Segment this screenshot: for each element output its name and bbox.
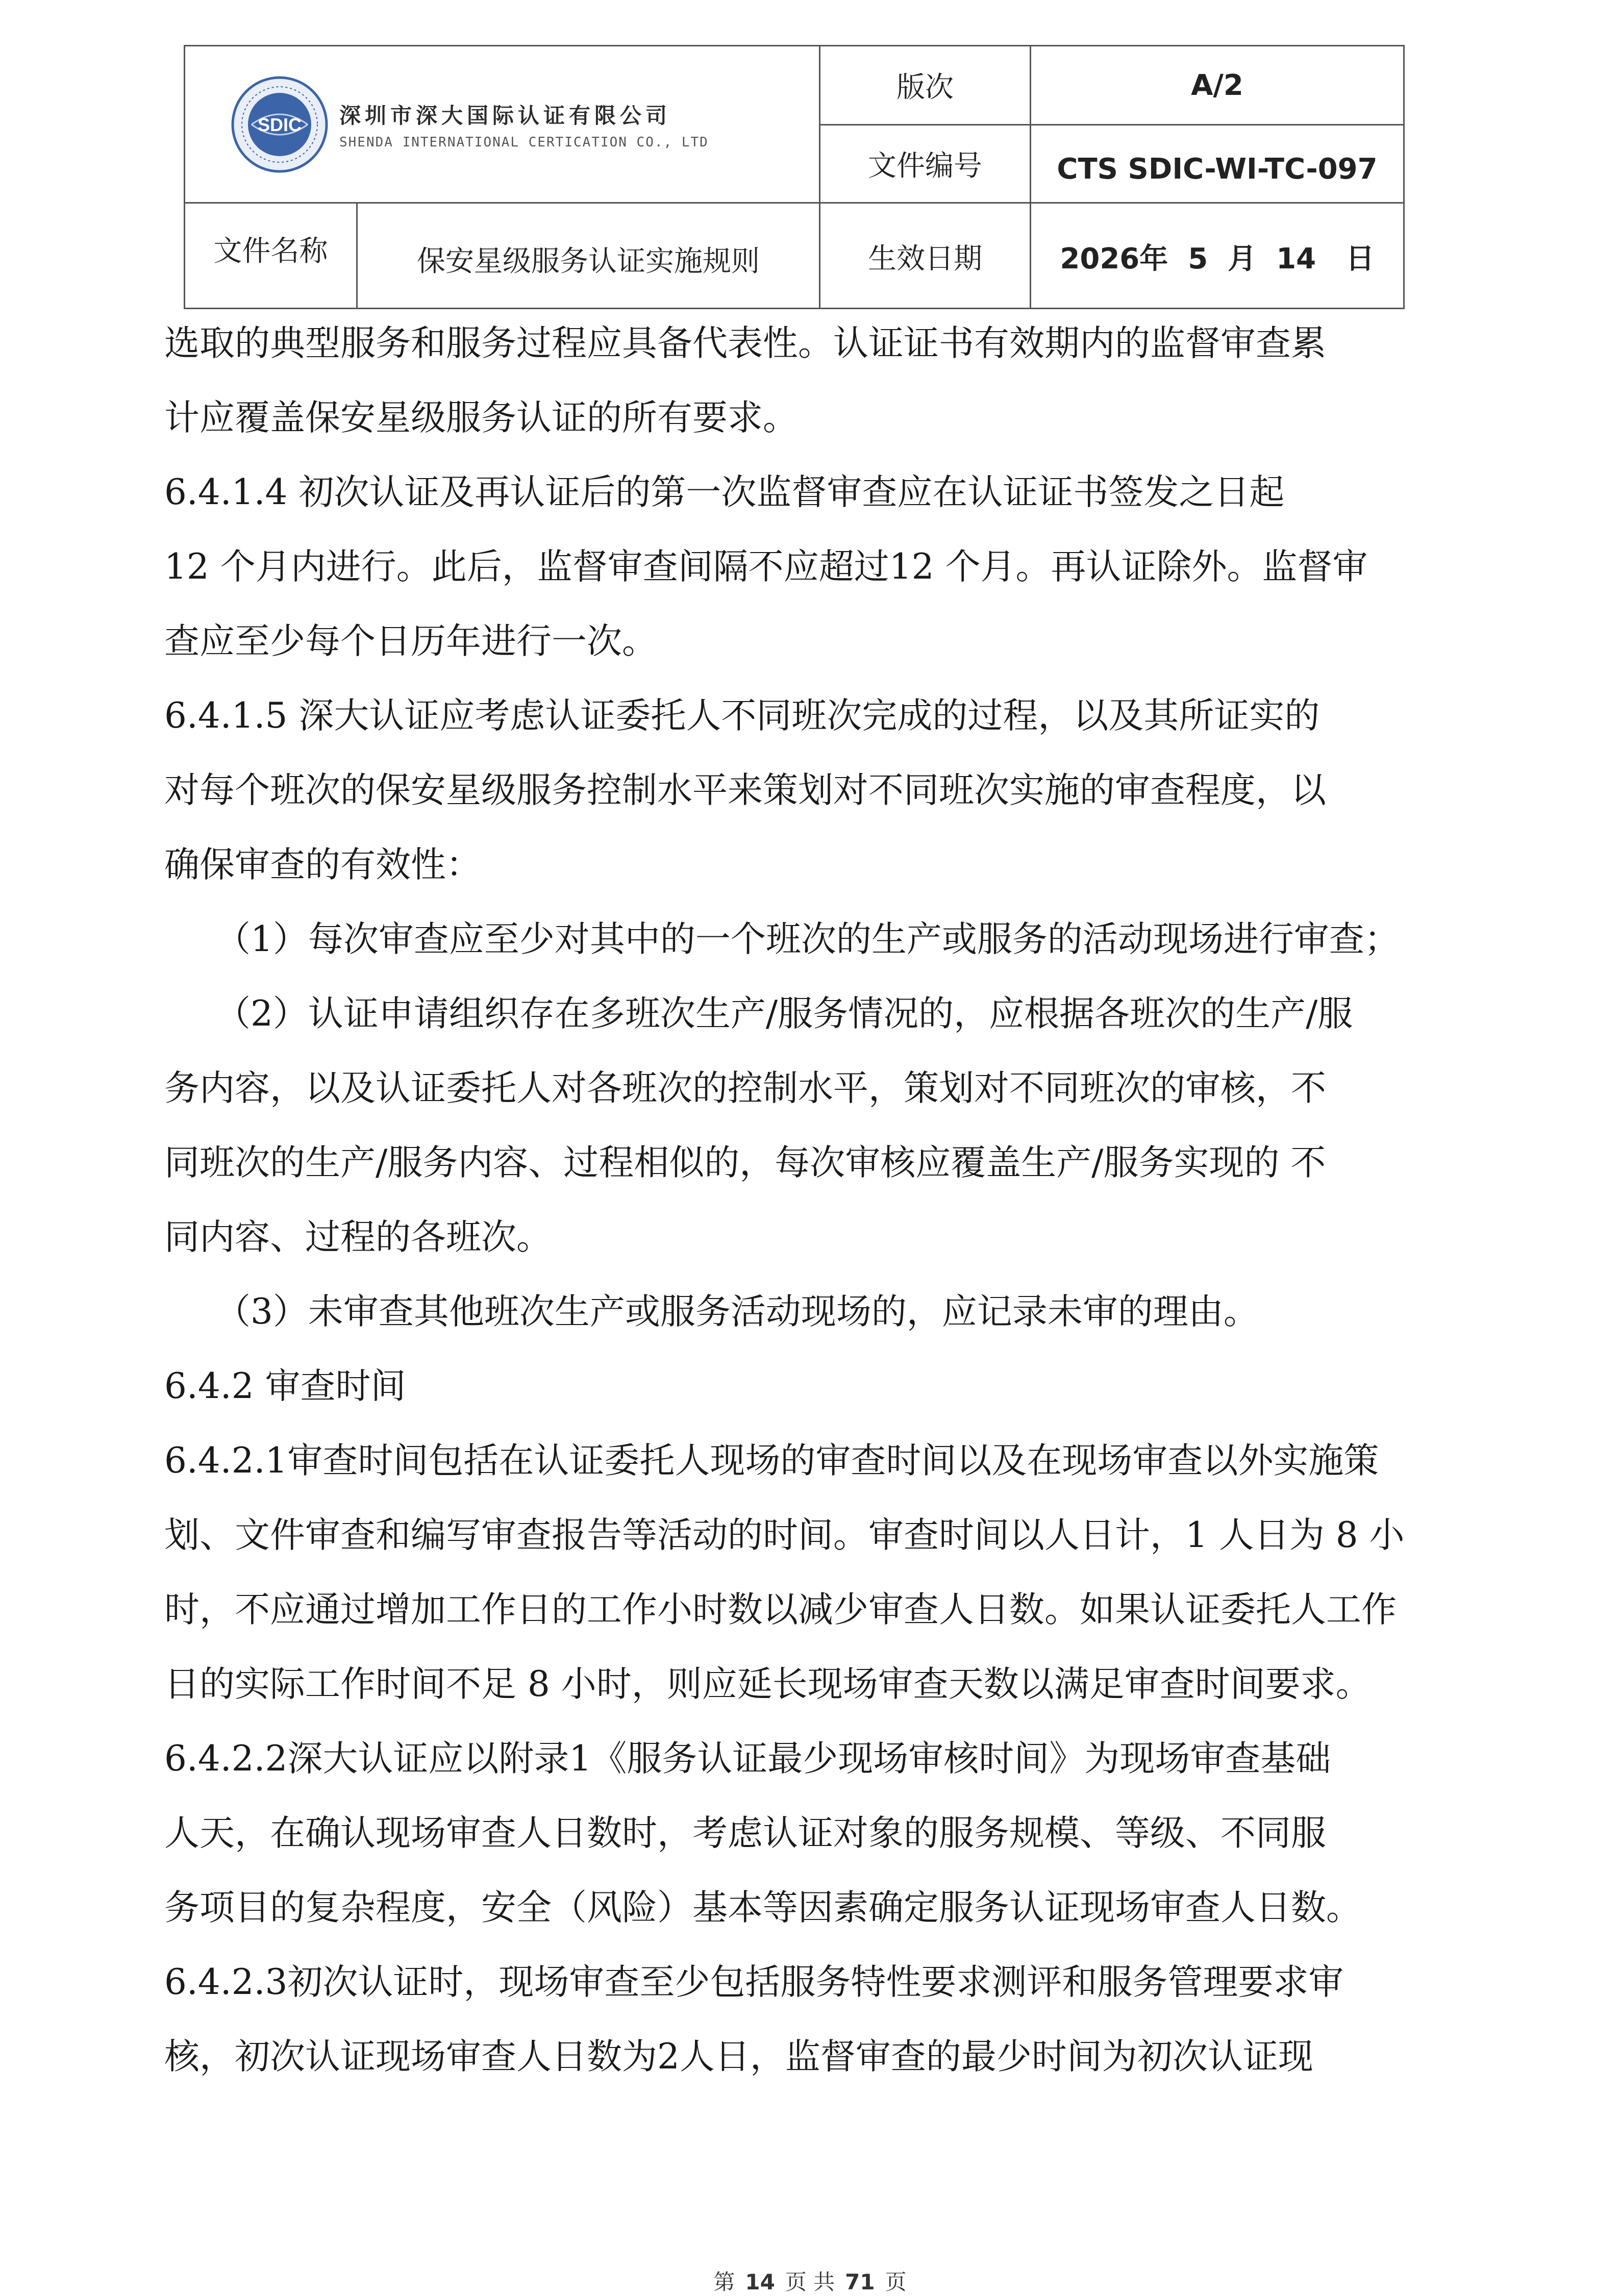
version-label: 版次 [896,71,954,104]
document-header-table [184,45,1405,309]
document-number-value: CTS SDIC-WI-TC-097 [1057,152,1378,186]
body-line: 6.4.1.4 初次认证及再认证后的第一次监督审查应在认证证书签发之日起 [164,472,1285,513]
body-line: 6.4.1.5 深大认证应考虑认证委托人不同班次完成的过程，以及其所证实的 [164,695,1320,736]
body-line: 计应覆盖保安星级服务认证的所有要求。 [164,397,798,438]
body-line: 6.4.2.1审查时间包括在认证委托人现场的审查时间以及在现场审查以外实施策 [164,1440,1379,1481]
body-line: 对每个班次的保安星级服务控制水平来策划对不同班次实施的审查程度，以 [164,770,1326,811]
effective-date-label: 生效日期 [868,242,982,276]
body-line: 核，初次认证现场审查人日数为2人日，监督审查的最少时间为初次认证现 [164,2036,1313,2077]
body-line: 同班次的生产/服务内容、过程相似的，每次审核应覆盖生产/服务实现的 不 [164,1142,1326,1183]
total-pages: 71 [845,2269,875,2294]
body-line: 12 个月内进行。此后，监督审查间隔不应超过12 个月。再认证除外。监督审 [164,546,1368,587]
company-logo-icon [231,76,328,173]
footer-prefix: 第 [713,2269,735,2294]
document-name-label: 文件名称 [213,234,328,268]
body-line: 选取的典型服务和服务过程应具备代表性。认证证书有效期内的监督审查累 [164,323,1326,364]
page-number: 14 [745,2269,775,2294]
document-name-value: 保安星级服务认证实施规则 [417,244,760,278]
document-number-label: 文件编号 [868,149,982,183]
body-line: 划、文件审查和编写审查报告等活动的时间。审查时间以人日计，1 人日为 8 小 [164,1515,1405,1556]
company-logo-block [185,46,819,202]
company-name-cn: 深圳市深大国际认证有限公司 [339,103,671,128]
body-line: 人天，在确认现场审查人日数时，考虑认证对象的服务规模、等级、不同服 [164,1813,1326,1854]
body-line: 确保审查的有效性： [164,844,481,885]
body-line: （3）未审查其他班次生产或服务活动现场的，应记录未审的理由。 [215,1291,1259,1332]
page-footer [0,2265,1620,2296]
version-value: A/2 [1191,68,1243,102]
body-line: （2）认证申请组织存在多班次生产/服务情况的，应根据各班次的生产/服 [215,993,1353,1034]
section-heading: 6.4.2 审查时间 [164,1366,406,1407]
effective-date-value: 2026年 5 月 14 日 [1060,242,1375,276]
logo-mark-text: SDIC [257,114,302,135]
body-line: 日的实际工作时间不足 8 小时，则应延长现场审查天数以满足审查时间要求。 [164,1664,1371,1705]
body-line: 6.4.2.2深大认证应以附录1《服务认证最少现场审核时间》为现场审查基础 [164,1738,1331,1779]
body-line: 同内容、过程的各班次。 [164,1217,552,1258]
document-body [164,306,1471,2094]
footer-middle: 页 共 [785,2269,835,2294]
footer-suffix: 页 [885,2269,907,2294]
body-line: 查应至少每个日历年进行一次。 [164,621,657,662]
body-line: 6.4.2.3初次认证时，现场审查至少包括服务特性要求测评和服务管理要求审 [164,1962,1344,2003]
body-line: 时，不应通过增加工作日的工作小时数以减少审查人日数。如果认证委托人工作 [164,1589,1397,1630]
body-line: 务项目的复杂程度，安全（风险）基本等因素确定服务认证现场审查人日数。 [164,1887,1361,1928]
company-name-en: SHENDA INTERNATIONAL CERTICATION CO., LTD [339,134,709,150]
body-line: 务内容，以及认证委托人对各班次的控制水平，策划对不同班次的审核，不 [164,1068,1326,1109]
body-line: （1）每次审查应至少对其中的一个班次的生产或服务的活动现场进行审查； [215,919,1400,960]
